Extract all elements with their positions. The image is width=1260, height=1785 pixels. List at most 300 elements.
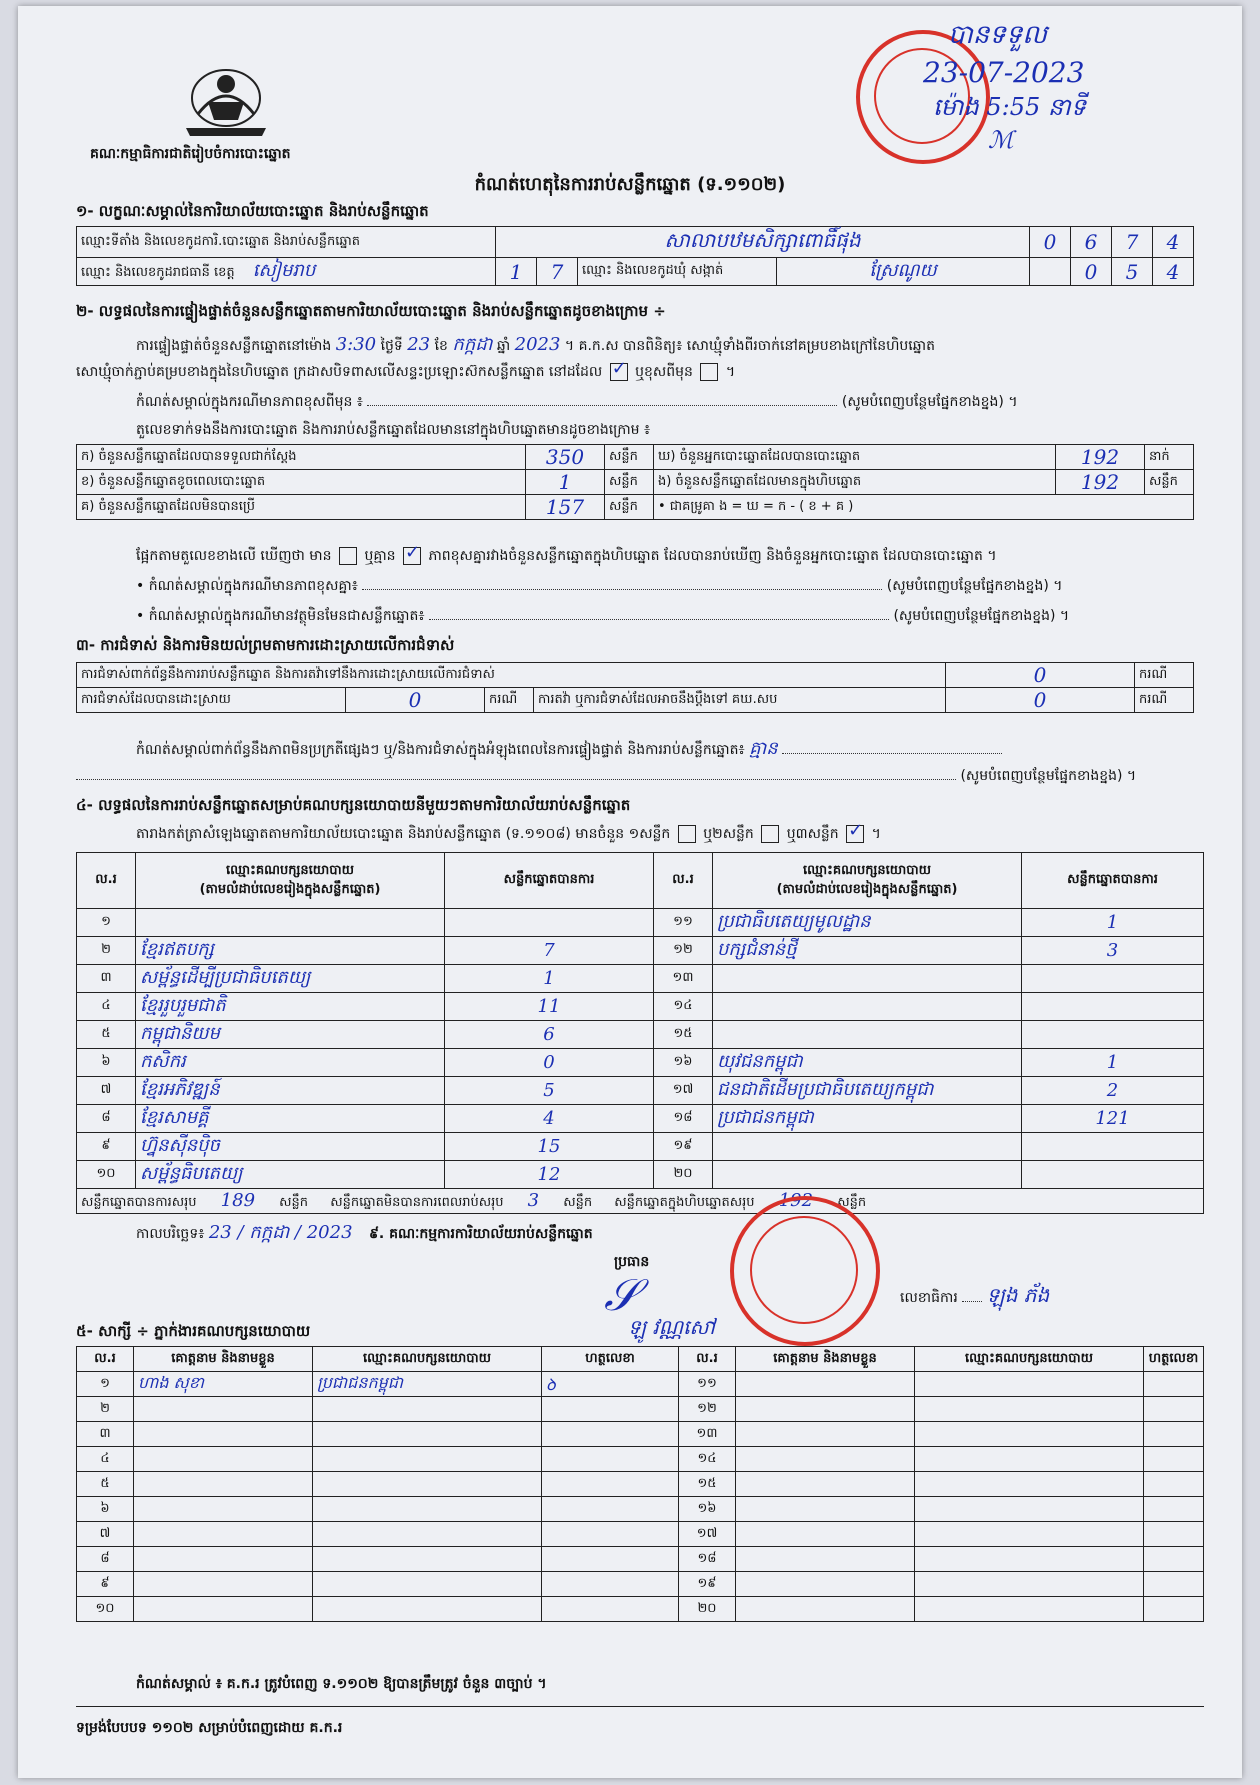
commune-value: ស្រែណូយ — [777, 258, 1030, 286]
witness-no-left: ១០ — [77, 1597, 134, 1622]
result-votes-left: 0 — [445, 1049, 654, 1077]
site-code-3: 7 — [1112, 227, 1153, 258]
witness-no-right: ១៥ — [679, 1472, 736, 1497]
result-no-right: ១៩ — [654, 1133, 713, 1161]
footer-text: ទម្រង់បែបបទ ១១០២ សម្រាប់បំពេញដោយ គ.ក.រ — [76, 1720, 343, 1736]
witness-name-right — [736, 1472, 915, 1497]
witness-party-left — [313, 1597, 542, 1622]
witness-sign-left — [542, 1497, 679, 1522]
result-no-left: ៥ — [77, 1021, 136, 1049]
witness-row — [77, 1422, 1204, 1447]
witness-no-right: ១៣ — [679, 1422, 736, 1447]
tally-opt2: ឬ២សន្លឹក — [703, 826, 754, 842]
date-label: កាលបរិច្ឆេទ៖ — [136, 1226, 205, 1242]
results-row — [77, 993, 1204, 1021]
result-votes-right: 1 — [1022, 909, 1204, 937]
has-difference-checkbox[interactable] — [339, 547, 357, 565]
figure-b-unit: សន្លឹក — [605, 470, 654, 495]
witness-no-right: ១៩ — [679, 1572, 736, 1597]
one-sheet-checkbox[interactable] — [678, 825, 696, 843]
result-no-left: ៣ — [77, 965, 136, 993]
tally-sheet-line: តារាងកត់ត្រាសំឡេងឆ្នោតតាមការិយាល័យបោះឆ្នោត និងរាប់សន្លឹកឆ្នោត (ទ.១១០៨) មានចំនួន ១សន្លឹក ឬ២សន្លឹក ឬ៣សន្លឹក ✓ ។ — [136, 820, 881, 842]
witness-party-right — [915, 1372, 1144, 1397]
result-votes-right — [1022, 993, 1204, 1021]
result-votes-left: 12 — [445, 1161, 654, 1189]
result-party-left: កសិករ — [136, 1049, 445, 1077]
result-votes-right: 1 — [1022, 1049, 1204, 1077]
witness-sign-right — [1144, 1522, 1204, 1547]
witness-party-left — [313, 1397, 542, 1422]
witness-party-left — [313, 1572, 542, 1597]
witness-sign-right — [1144, 1447, 1204, 1472]
commune-label: ឈ្មោះ និងលេខកូដឃុំ សង្កាត់ — [578, 258, 777, 286]
results-row — [77, 1133, 1204, 1161]
result-party-left: ខ្មែរអភិវឌ្ឍន៍ — [136, 1077, 445, 1105]
witness-name-right — [736, 1397, 915, 1422]
result-no-right: ១៤ — [654, 993, 713, 1021]
witness-col-no-left: ល.រ — [77, 1347, 134, 1372]
witness-col-no-right: ល.រ — [679, 1347, 736, 1372]
witness-no-right: ១២ — [679, 1397, 736, 1422]
result-party-right — [713, 1021, 1022, 1049]
result-votes-right — [1022, 1133, 1204, 1161]
verify-time-line — [136, 332, 935, 359]
witness-party-left — [313, 1472, 542, 1497]
verify-text-c: ខែ — [434, 338, 448, 354]
witness-party-right — [915, 1472, 1144, 1497]
results-row — [77, 1021, 1204, 1049]
witness-row — [77, 1397, 1204, 1422]
witness-name-left — [134, 1422, 313, 1447]
witness-party-right — [915, 1397, 1144, 1422]
total-valid-unit: សន្លឹក — [279, 1194, 309, 1210]
witness-sign-left — [542, 1547, 679, 1572]
witness-no-right: ១៨ — [679, 1547, 736, 1572]
result-votes-left: 11 — [445, 993, 654, 1021]
total-invalid-value: 3 — [527, 1189, 540, 1211]
result-party-left: កម្ពុជានិយម — [136, 1021, 445, 1049]
witness-no-right: ១៤ — [679, 1447, 736, 1472]
section4-heading: ៤- លទ្ធផលនៃការរាប់សន្លឹកឆ្នោតសម្រាប់គណបក្សនយោបាយនីមួយៗតាមការិយាល័យរាប់សន្លឹកឆ្នោត — [76, 796, 631, 814]
results-col-party-left-sub: (តាមលំដាប់លេខរៀងក្នុងសន្លឹកឆ្នោត) — [199, 881, 381, 897]
witness-party-left — [313, 1422, 542, 1447]
secretary-label: លេខាធិការ — [900, 1290, 958, 1306]
witness-name-left — [134, 1447, 313, 1472]
total-valid-value: 189 — [220, 1189, 256, 1211]
result-party-right: បក្សជំនាន់ថ្មី — [713, 937, 1022, 965]
irregularity-line-2 — [76, 766, 1196, 787]
commission-label: ៩. គណៈកម្មការការិយាល័យរាប់សន្លឹកឆ្នោត — [368, 1226, 593, 1242]
witness-sign-left — [542, 1597, 679, 1622]
result-no-left: ៦ — [77, 1049, 136, 1077]
witness-no-left: ៣ — [77, 1422, 134, 1447]
no-difference-checkbox[interactable]: ✓ — [405, 542, 421, 563]
bullet-note-2-field[interactable] — [429, 619, 889, 620]
province-code-2: 7 — [537, 258, 578, 286]
received-signature: ℳ — [988, 126, 1014, 154]
bullet-note-2-hint: (សូមបំពេញបន្ថែមផ្នែកខាងខ្នង) ។ — [893, 608, 1070, 624]
figures-table — [76, 444, 1194, 520]
witness-sign-left — [542, 1522, 679, 1547]
result-party-right — [713, 965, 1022, 993]
date-line — [136, 1220, 593, 1247]
witness-col-name-right: គោត្តនាម និងនាមខ្លួន — [736, 1347, 915, 1372]
discrepancy-line — [136, 542, 997, 567]
total-box-value: 192 — [778, 1189, 814, 1211]
org-name: គណៈកម្មាធិការជាតិរៀបចំការបោះឆ្នោត — [90, 146, 291, 162]
verify-day: 23 — [407, 334, 431, 355]
witness-no-left: ៥ — [77, 1472, 134, 1497]
bullet-note-1-label: • កំណត់សម្គាល់ក្នុងករណីមានភាពខុសគ្នា៖ — [136, 578, 358, 594]
witness-sign-right — [1144, 1572, 1204, 1597]
witness-row — [77, 1447, 1204, 1472]
results-body — [77, 909, 1204, 1189]
province-value: សៀមរាប — [252, 260, 316, 281]
appeal-count: 0 — [946, 688, 1135, 713]
total-box-label: សន្លឹកឆ្នោតក្នុងហិបឆ្នោតសរុប — [614, 1194, 755, 1210]
results-col-party-left — [136, 853, 445, 909]
witness-party-left — [313, 1447, 542, 1472]
irregularity-note — [136, 736, 1196, 763]
form-title: កំណត់ហេតុនៃការរាប់សន្លឹកឆ្នោត (ទ.១១០២) — [474, 174, 786, 195]
result-votes-right — [1022, 1161, 1204, 1189]
result-votes-right: 3 — [1022, 937, 1204, 965]
irregularity-field-2[interactable] — [76, 779, 956, 780]
witness-no-left: ៧ — [77, 1522, 134, 1547]
bullet-note-1-field[interactable] — [362, 589, 882, 590]
result-party-left: ហ្វ៊ុនស៊ីនប៉ិច — [136, 1133, 445, 1161]
irregularity-field[interactable] — [782, 753, 1002, 754]
figure-a-label: ក) ចំនួនសន្លឹកឆ្នោតដែលបានទទួលជាក់ស្តែង — [77, 445, 526, 470]
figure-c-label: គ) ចំនួនសន្លឹកឆ្នោតដែលមិនបានប្រើ — [77, 495, 526, 520]
witness-sign-left — [542, 1397, 679, 1422]
results-row — [77, 1077, 1204, 1105]
chair-label: ប្រធាន — [614, 1254, 650, 1270]
commission-seal-stamp — [730, 1196, 880, 1346]
received-time: ម៉ោង 5:55 នាទី — [933, 93, 1086, 121]
witness-party-right — [915, 1572, 1144, 1597]
verify-text-b: ថ្ងៃទី — [380, 338, 403, 354]
footer-divider — [76, 1706, 1204, 1707]
witness-name-right — [736, 1372, 915, 1397]
witness-name-left — [134, 1547, 313, 1572]
resolved-count: 0 — [346, 688, 485, 713]
results-col-party-right-sub: (តាមលំដាប់លេខរៀងក្នុងសន្លឹកឆ្នោត) — [776, 881, 958, 897]
witness-row — [77, 1372, 1204, 1397]
three-sheet-checkbox[interactable]: ✓ — [848, 820, 864, 841]
result-votes-left: 5 — [445, 1077, 654, 1105]
witness-sign-right — [1144, 1597, 1204, 1622]
resolved-unit: ករណី — [485, 688, 534, 713]
results-col-votes-left: សន្លឹកឆ្នោតបានការ — [445, 853, 654, 909]
figure-b-value: 1 — [526, 470, 605, 495]
site-code-1: 0 — [1030, 227, 1071, 258]
witness-no-right: ១១ — [679, 1372, 736, 1397]
discrepancy-text-a: ផ្អែកតាមតួលេខខាងលើ ឃើញថា មាន — [136, 548, 332, 564]
result-no-right: ១១ — [654, 909, 713, 937]
witness-name-right — [736, 1522, 915, 1547]
objection-count: 0 — [946, 663, 1135, 688]
total-invalid-unit: សន្លឹក — [563, 1194, 593, 1210]
objection-table — [76, 662, 1194, 713]
witness-name-right — [736, 1447, 915, 1472]
result-no-left: ១ — [77, 909, 136, 937]
witness-no-right: ២០ — [679, 1597, 736, 1622]
witness-name-left — [134, 1597, 313, 1622]
seal-check-text: សោឃ្មុំចាក់ភ្ជាប់គម្របខាងក្នុងនៃហិបឆ្នោត ក្រដាសបិទពាសលើសន្ទះប្រឡោះស៊កសន្លឹកឆ្នោត នៅដដែល — [76, 364, 603, 380]
section1-heading: ១- លក្ខណៈសម្គាល់នៃការិយាល័យបោះឆ្នោត និងរាប់សន្លឹកឆ្នោត — [76, 202, 429, 220]
result-party-left: សម្ព័ន្ធធិបតេយ្យ — [136, 1161, 445, 1189]
different-text: ឬខុសពីមុន — [635, 364, 693, 380]
result-votes-right: 121 — [1022, 1105, 1204, 1133]
commune-code-3: 4 — [1153, 258, 1194, 286]
witness-party-right — [915, 1522, 1144, 1547]
result-party-right — [713, 1161, 1022, 1189]
same-checkbox[interactable]: ✓ — [611, 358, 627, 379]
witness-name-right — [736, 1597, 915, 1622]
difference-note-field[interactable] — [367, 405, 837, 406]
results-col-party-right-title: ឈ្មោះគណបក្សនយោបាយ — [803, 862, 931, 878]
result-votes-left: 7 — [445, 937, 654, 965]
discrepancy-text-b: ឬគ្មាន — [364, 548, 396, 564]
tally-opt3: ឬ៣សន្លឹក — [786, 826, 839, 842]
witness-party-right — [915, 1422, 1144, 1447]
witness-name-left — [134, 1497, 313, 1522]
result-party-right — [713, 993, 1022, 1021]
figure-e-unit: សន្លឹក — [1145, 470, 1194, 495]
witness-row — [77, 1497, 1204, 1522]
witness-sign-left — [542, 1572, 679, 1597]
witness-no-right: ១៦ — [679, 1497, 736, 1522]
witness-col-sign-right: ហត្ថលេខា — [1144, 1347, 1204, 1372]
chair-name: ឡូ វណ្ណសៅ — [628, 1315, 715, 1339]
result-no-left: ១០ — [77, 1161, 136, 1189]
figure-d-unit: នាក់ — [1145, 445, 1194, 470]
verify-text-a: ការផ្ទៀងផ្ទាត់ចំនួនសន្លឹកឆ្នោតនៅម៉ោង — [136, 338, 332, 354]
resolved-label: ការជំទាស់ដែលបានដោះស្រាយ — [77, 688, 346, 713]
verify-month: កក្កដា — [452, 334, 493, 355]
site-name-value: សាលាបឋមសិក្សាពោធិ៍ផុង — [496, 227, 1030, 258]
result-party-right: ជនជាតិដើមប្រជាធិបតេយ្យកម្ពុជា — [713, 1077, 1022, 1105]
result-party-right — [713, 1133, 1022, 1161]
witness-name-right — [736, 1547, 915, 1572]
results-col-party-right — [713, 853, 1022, 909]
result-no-right: ១២ — [654, 937, 713, 965]
witness-no-left: ១ — [77, 1372, 134, 1397]
result-party-right: ប្រជាធិបតេយ្យមូលដ្ឋាន — [713, 909, 1022, 937]
results-col-no-right: ល.រ — [654, 853, 713, 909]
witness-sign-right — [1144, 1397, 1204, 1422]
results-col-votes-right: សន្លឹកឆ្នោតបានការ — [1022, 853, 1204, 909]
result-votes-right — [1022, 965, 1204, 993]
witness-sign-right — [1144, 1547, 1204, 1572]
section5-heading: ៥- សាក្សី ÷ ភ្នាក់ងារគណបក្សនយោបាយ — [76, 1322, 311, 1340]
bullet-note-2-label: • កំណត់សម្គាល់ក្នុងករណីមានវត្ថុមិនមែនជាសន្លឹកឆ្នោត៖ — [136, 608, 425, 624]
verify-time: 3:30 — [335, 334, 377, 355]
result-votes-left: 4 — [445, 1105, 654, 1133]
result-no-right: ១៣ — [654, 965, 713, 993]
witness-row — [77, 1472, 1204, 1497]
date-value: 23 / កក្កដា / 2023 — [208, 1222, 353, 1243]
figure-c-unit: សន្លឹក — [605, 495, 654, 520]
discrepancy-text-c: ភាពខុសគ្នារវាងចំនួនសន្លឹកឆ្នោតក្នុងហិបឆ្នោត ដែលបានរាប់ឃើញ និងចំនួនអ្នកបោះឆ្នោត ដែលបានបោះឆ្នោត ។ — [428, 548, 997, 564]
result-votes-right: 2 — [1022, 1077, 1204, 1105]
tally-intro: តារាងកត់ត្រាសំឡេងឆ្នោតតាមការិយាល័យបោះឆ្នោត និងរាប់សន្លឹកឆ្នោត (ទ.១១០៨) មានចំនួន ១សន្លឹក — [136, 826, 671, 842]
witness-party-left: ប្រជាជនកម្ពុជា — [313, 1372, 542, 1397]
nec-emblem-logo — [178, 58, 274, 140]
results-totals — [77, 1189, 1204, 1214]
figure-c-value: 157 — [526, 495, 605, 520]
total-invalid-label: សន្លឹកឆ្នោតមិនបានការពេលរាប់សរុប — [330, 1194, 504, 1210]
total-box-unit: សន្លឹក — [837, 1194, 867, 1210]
different-checkbox[interactable] — [700, 363, 718, 381]
seal-check-line: សោឃ្មុំចាក់ភ្ជាប់គម្របខាងក្នុងនៃហិបឆ្នោត ក្រដាសបិទពាសលើសន្ទះប្រឡោះស៊កសន្លឹកឆ្នោត នៅដដែល ✓ ឬខុសពីមុន ។ — [76, 358, 736, 380]
irregularity-hint: (សូមបំពេញបន្ថែមផ្នែកខាងខ្នង) ។ — [960, 768, 1137, 784]
witness-body — [77, 1372, 1204, 1622]
witness-sign-right — [1144, 1497, 1204, 1522]
witness-col-party-left: ឈ្មោះគណបក្សនយោបាយ — [313, 1347, 542, 1372]
two-sheet-checkbox[interactable] — [761, 825, 779, 843]
verify-text-e: ។ គ.ក.ស បានពិនិត្យ៖ សោឃ្មុំទាំងពីរចាក់នៅគម្របខាងក្រៅនៃហិបឆ្នោត — [564, 338, 935, 354]
result-party-left: ខ្មែរសាមគ្គី — [136, 1105, 445, 1133]
result-no-right: ១៦ — [654, 1049, 713, 1077]
result-votes-right — [1022, 1021, 1204, 1049]
difference-note-label: កំណត់សម្គាល់ក្នុងករណីមានភាពខុសពីមុន ៖ — [136, 394, 363, 410]
witness-row — [77, 1572, 1204, 1597]
witness-no-left: ៦ — [77, 1497, 134, 1522]
result-party-right: យុវជនកម្ពុជា — [713, 1049, 1022, 1077]
witness-row — [77, 1547, 1204, 1572]
witness-col-sign-left: ហត្ថលេខា — [542, 1347, 679, 1372]
irregularity-label: កំណត់សម្គាល់ពាក់ព័ន្ធនឹងភាពមិនប្រក្រតីផ្សេងៗ ឬ/និងការជំទាស់ក្នុងអំឡុងពេលនៃការផ្ទៀងផ្ទាត់ និងការរាប់សន្លឹកឆ្នោត៖ — [136, 742, 745, 758]
result-no-right: ១៨ — [654, 1105, 713, 1133]
bullet-note-2 — [136, 606, 1196, 627]
chair-signature: 𝒮 — [604, 1270, 639, 1321]
witness-no-left: ៩ — [77, 1572, 134, 1597]
verify-year: 2023 — [514, 334, 561, 355]
verify-text-d: ឆ្នាំ — [496, 338, 511, 354]
result-party-left: ខ្មែរឥតបក្ស — [136, 937, 445, 965]
total-valid-label: សន្លឹកឆ្នោតបានការសរុប — [81, 1194, 197, 1210]
results-col-no-left: ល.រ — [77, 853, 136, 909]
results-row — [77, 1161, 1204, 1189]
bullet-note-1 — [136, 576, 1196, 597]
figures-intro: តួលេខទាក់ទងនឹងការបោះឆ្នោត និងការរាប់សន្លឹកឆ្នោតដែលមាននៅក្នុងហិបឆ្នោតមានដូចខាងក្រោម ៖ — [136, 422, 651, 438]
results-row — [77, 937, 1204, 965]
figure-e-value: 192 — [1056, 470, 1145, 495]
witness-sign-left — [542, 1422, 679, 1447]
witness-row — [77, 1597, 1204, 1622]
witness-name-left — [134, 1472, 313, 1497]
witness-party-right — [915, 1447, 1144, 1472]
result-no-right: ១៥ — [654, 1021, 713, 1049]
witness-sign-left — [542, 1447, 679, 1472]
result-no-right: ១៧ — [654, 1077, 713, 1105]
result-votes-left: 15 — [445, 1133, 654, 1161]
result-no-left: ៤ — [77, 993, 136, 1021]
result-votes-left: 1 — [445, 965, 654, 993]
witness-table — [76, 1346, 1204, 1622]
received-label: បានទទួល — [948, 20, 1048, 50]
witness-sign-right — [1144, 1422, 1204, 1447]
result-votes-left — [445, 909, 654, 937]
witness-name-left — [134, 1572, 313, 1597]
witness-name-left — [134, 1522, 313, 1547]
witness-name-right — [736, 1422, 915, 1447]
province-row — [77, 258, 496, 286]
witness-name-right — [736, 1497, 915, 1522]
formula-text: • ជាគម្រូគា ង = ឃ = ក - ( ខ + គ ) — [654, 495, 1194, 520]
province-label: ឈ្មោះ និងលេខកូដរាជធានី ខេត្ត — [81, 265, 235, 280]
witness-party-left — [313, 1547, 542, 1572]
section1-table — [76, 226, 1194, 286]
witness-no-left: ២ — [77, 1397, 134, 1422]
secretary-field — [962, 1301, 982, 1302]
result-no-left: ២ — [77, 937, 136, 965]
figure-d-value: 192 — [1056, 445, 1145, 470]
secretary-line — [900, 1282, 1049, 1312]
result-party-left — [136, 909, 445, 937]
result-no-left: ៧ — [77, 1077, 136, 1105]
witness-no-left: ៤ — [77, 1447, 134, 1472]
result-votes-left: 6 — [445, 1021, 654, 1049]
result-no-left: ៩ — [77, 1133, 136, 1161]
witness-party-left — [313, 1497, 542, 1522]
section2-heading: ២- លទ្ធផលនៃការផ្ទៀងផ្ទាត់ចំនួនសន្លឹកឆ្នោតតាមការិយាល័យបោះឆ្នោត និងរាប់សន្លឹកឆ្នោតដូចខាងក្រោម ÷ — [76, 302, 666, 320]
appeal-label: ការតវ៉ា ឬការជំទាស់ដែលអាចនឹងប្តឹងទៅ គឃ.សប — [534, 688, 946, 713]
difference-note-line — [136, 392, 1196, 413]
result-no-right: ២០ — [654, 1161, 713, 1189]
bottom-note: កំណត់សម្គាល់ ៖ គ.ក.រ ត្រូវបំពេញ ទ.១១០២ ឱ្យបានត្រឹមត្រូវ ចំនួន ៣ច្បាប់ ។ — [136, 1676, 547, 1692]
witness-sign-left — [542, 1472, 679, 1497]
objection-label: ការជំទាស់ពាក់ព័ន្ធនឹងការរាប់សន្លឹកឆ្នោត និងការតវ៉ាទៅនឹងការដោះស្រាយលើការជំទាស់ — [77, 663, 946, 688]
witness-party-right — [915, 1497, 1144, 1522]
witness-col-party-right: ឈ្មោះគណបក្សនយោបាយ — [915, 1347, 1144, 1372]
result-no-left: ៨ — [77, 1105, 136, 1133]
results-row — [77, 965, 1204, 993]
objection-unit: ករណី — [1135, 663, 1194, 688]
witness-party-left — [313, 1522, 542, 1547]
commune-code-2: 5 — [1112, 258, 1153, 286]
witness-no-left: ៨ — [77, 1547, 134, 1572]
site-code-4: 4 — [1153, 227, 1194, 258]
commune-code-blank — [1030, 258, 1071, 286]
witness-sign-right — [1144, 1472, 1204, 1497]
witness-col-name-left: គោត្តនាម និងនាមខ្លួន — [134, 1347, 313, 1372]
site-label: ឈ្មោះទីតាំង និងលេខកូដការិ.បោះឆ្នោត និងរាប់សន្លឹកឆ្នោត — [77, 227, 496, 258]
figure-a-value: 350 — [526, 445, 605, 470]
witness-no-right: ១៧ — [679, 1522, 736, 1547]
witness-name-left — [134, 1397, 313, 1422]
results-row — [77, 1049, 1204, 1077]
results-col-party-left-title: ឈ្មោះគណបក្សនយោបាយ — [226, 862, 354, 878]
form-sheet — [18, 6, 1242, 1778]
bullet-note-1-hint: (សូមបំពេញបន្ថែមផ្នែកខាងខ្នង) ។ — [886, 578, 1063, 594]
province-code-1: 1 — [496, 258, 537, 286]
appeal-unit: ករណី — [1135, 688, 1194, 713]
witness-party-right — [915, 1597, 1144, 1622]
witness-party-right — [915, 1547, 1144, 1572]
result-party-left: សម្ព័ន្ធដើម្បីប្រជាធិបតេយ្យ — [136, 965, 445, 993]
site-code-2: 6 — [1071, 227, 1112, 258]
result-party-right: ប្រជាជនកម្ពុជា — [713, 1105, 1022, 1133]
secretary-name: ឡុង ភ័ង — [986, 1283, 1050, 1307]
figure-b-label: ខ) ចំនួនសន្លឹកឆ្នោតខូចពេលបោះឆ្នោត — [77, 470, 526, 495]
received-date: 23-07-2023 — [923, 56, 1085, 89]
commune-code-1: 0 — [1071, 258, 1112, 286]
results-table — [76, 852, 1204, 1214]
figure-d-label: ឃ) ចំនួនអ្នកបោះឆ្នោតដែលបានបោះឆ្នោត — [654, 445, 1056, 470]
